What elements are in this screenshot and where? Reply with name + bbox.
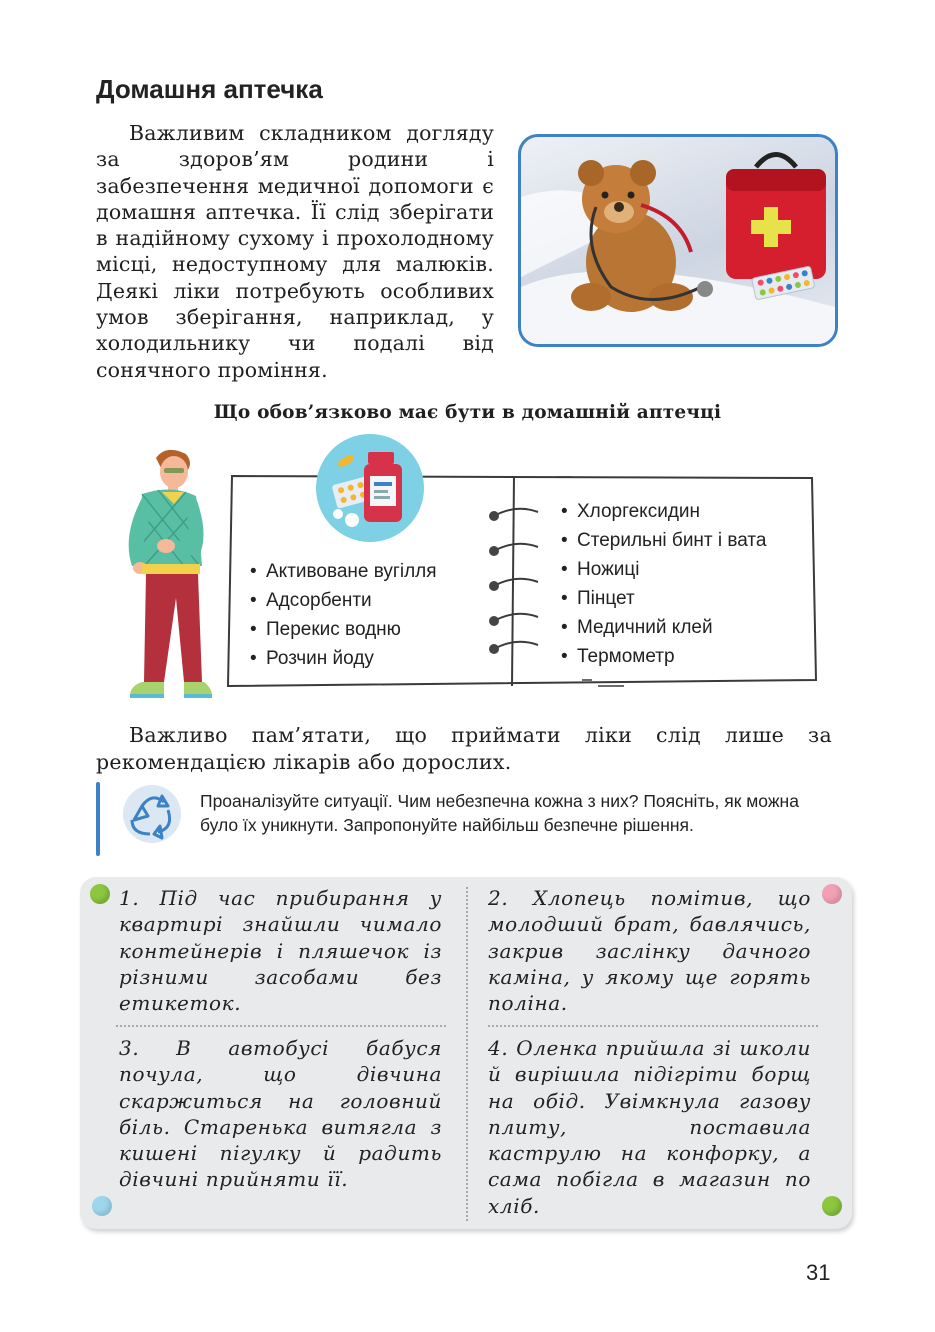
list-item: • Пінцет: [561, 584, 767, 613]
situation-card-2: 2. Хлопець помітив, що молодший брат, бавлячись, закрив заслінку дачного каміна, у якому ще горять поліна.: [488, 886, 811, 1016]
list-item: • Активоване вугілля: [250, 557, 437, 586]
task-instruction: Проаналізуйте ситуації. Чим небезпечна кожна з них? Поясніть, як можна було їх уникнути. Запропонуйте найбільш безпечне рішення.: [200, 791, 799, 835]
recycle-arrows-icon: [120, 784, 184, 844]
situation-card-3: 3. В автобусі бабуся почула, що дівчина скаржиться на головний біль. Старенька витягла з кишені пігулку й радить дівчині прийняти її.: [119, 1036, 442, 1192]
list-item: • Медичний клей: [561, 613, 767, 642]
task-accent-bar: [96, 782, 100, 856]
page-title: Домашня аптечка: [96, 74, 323, 104]
vertical-divider: [466, 887, 468, 1221]
man-with-stomach-ache-illustration: [106, 446, 218, 704]
list-item: • Термометр: [561, 642, 767, 671]
page-number: 31: [806, 1260, 831, 1285]
list-item: • Ножиці: [561, 555, 767, 584]
intro-paragraph: Важливим складником догляду за здоров’ям родини і забезпечення медичної допомоги є домашня аптечка. Її слід зберігати в надійному сухому і прохолодному місці, недоступному для малюків. Деякі ліки потребують особливих умов зберігання, наприклад, у холодильнику чи подалі від сонячного проміння.: [96, 121, 494, 382]
kit-right-list: [561, 497, 767, 671]
list-item: • Розчин йоду: [250, 644, 437, 673]
medicine-bottle-icon: [316, 434, 424, 542]
situation-card-4: 4. Оленка прийшла зі школи й вирішила підігріти борщ на обід. Увімкнула газову плиту, поставила каструлю на конфорку, а сама побігла в магазин по хліб.: [488, 1036, 811, 1218]
teddy-bear-with-first-aid-kit-illustration: [518, 134, 838, 347]
list-item: • Хлоргексидин: [561, 497, 767, 526]
kit-left-list: [250, 557, 437, 673]
horizontal-divider-left: [116, 1025, 446, 1027]
green-dot-decoration: [90, 884, 110, 904]
list-item: • Адсорбенти: [250, 586, 437, 615]
kit-list-title: Що обов’язково має бути в домашній аптечці: [213, 402, 722, 423]
green-dot-decoration: [822, 1196, 842, 1216]
horizontal-divider-right: [488, 1025, 818, 1027]
list-item: • Перекис водню: [250, 615, 437, 644]
lightblue-dot-decoration: [92, 1196, 112, 1216]
note-paragraph: Важливо пам’ятати, що приймати ліки слід лише за рекомендацією лікарів або дорослих.: [96, 723, 832, 774]
situation-card-1: 1. Під час прибирання у квартирі знайшли чимало контейнерів і пляшечок із різними засобами без етикеток.: [119, 886, 442, 1016]
pink-dot-decoration: [822, 884, 842, 904]
list-item: • Стерильні бинт і вата: [561, 526, 767, 555]
